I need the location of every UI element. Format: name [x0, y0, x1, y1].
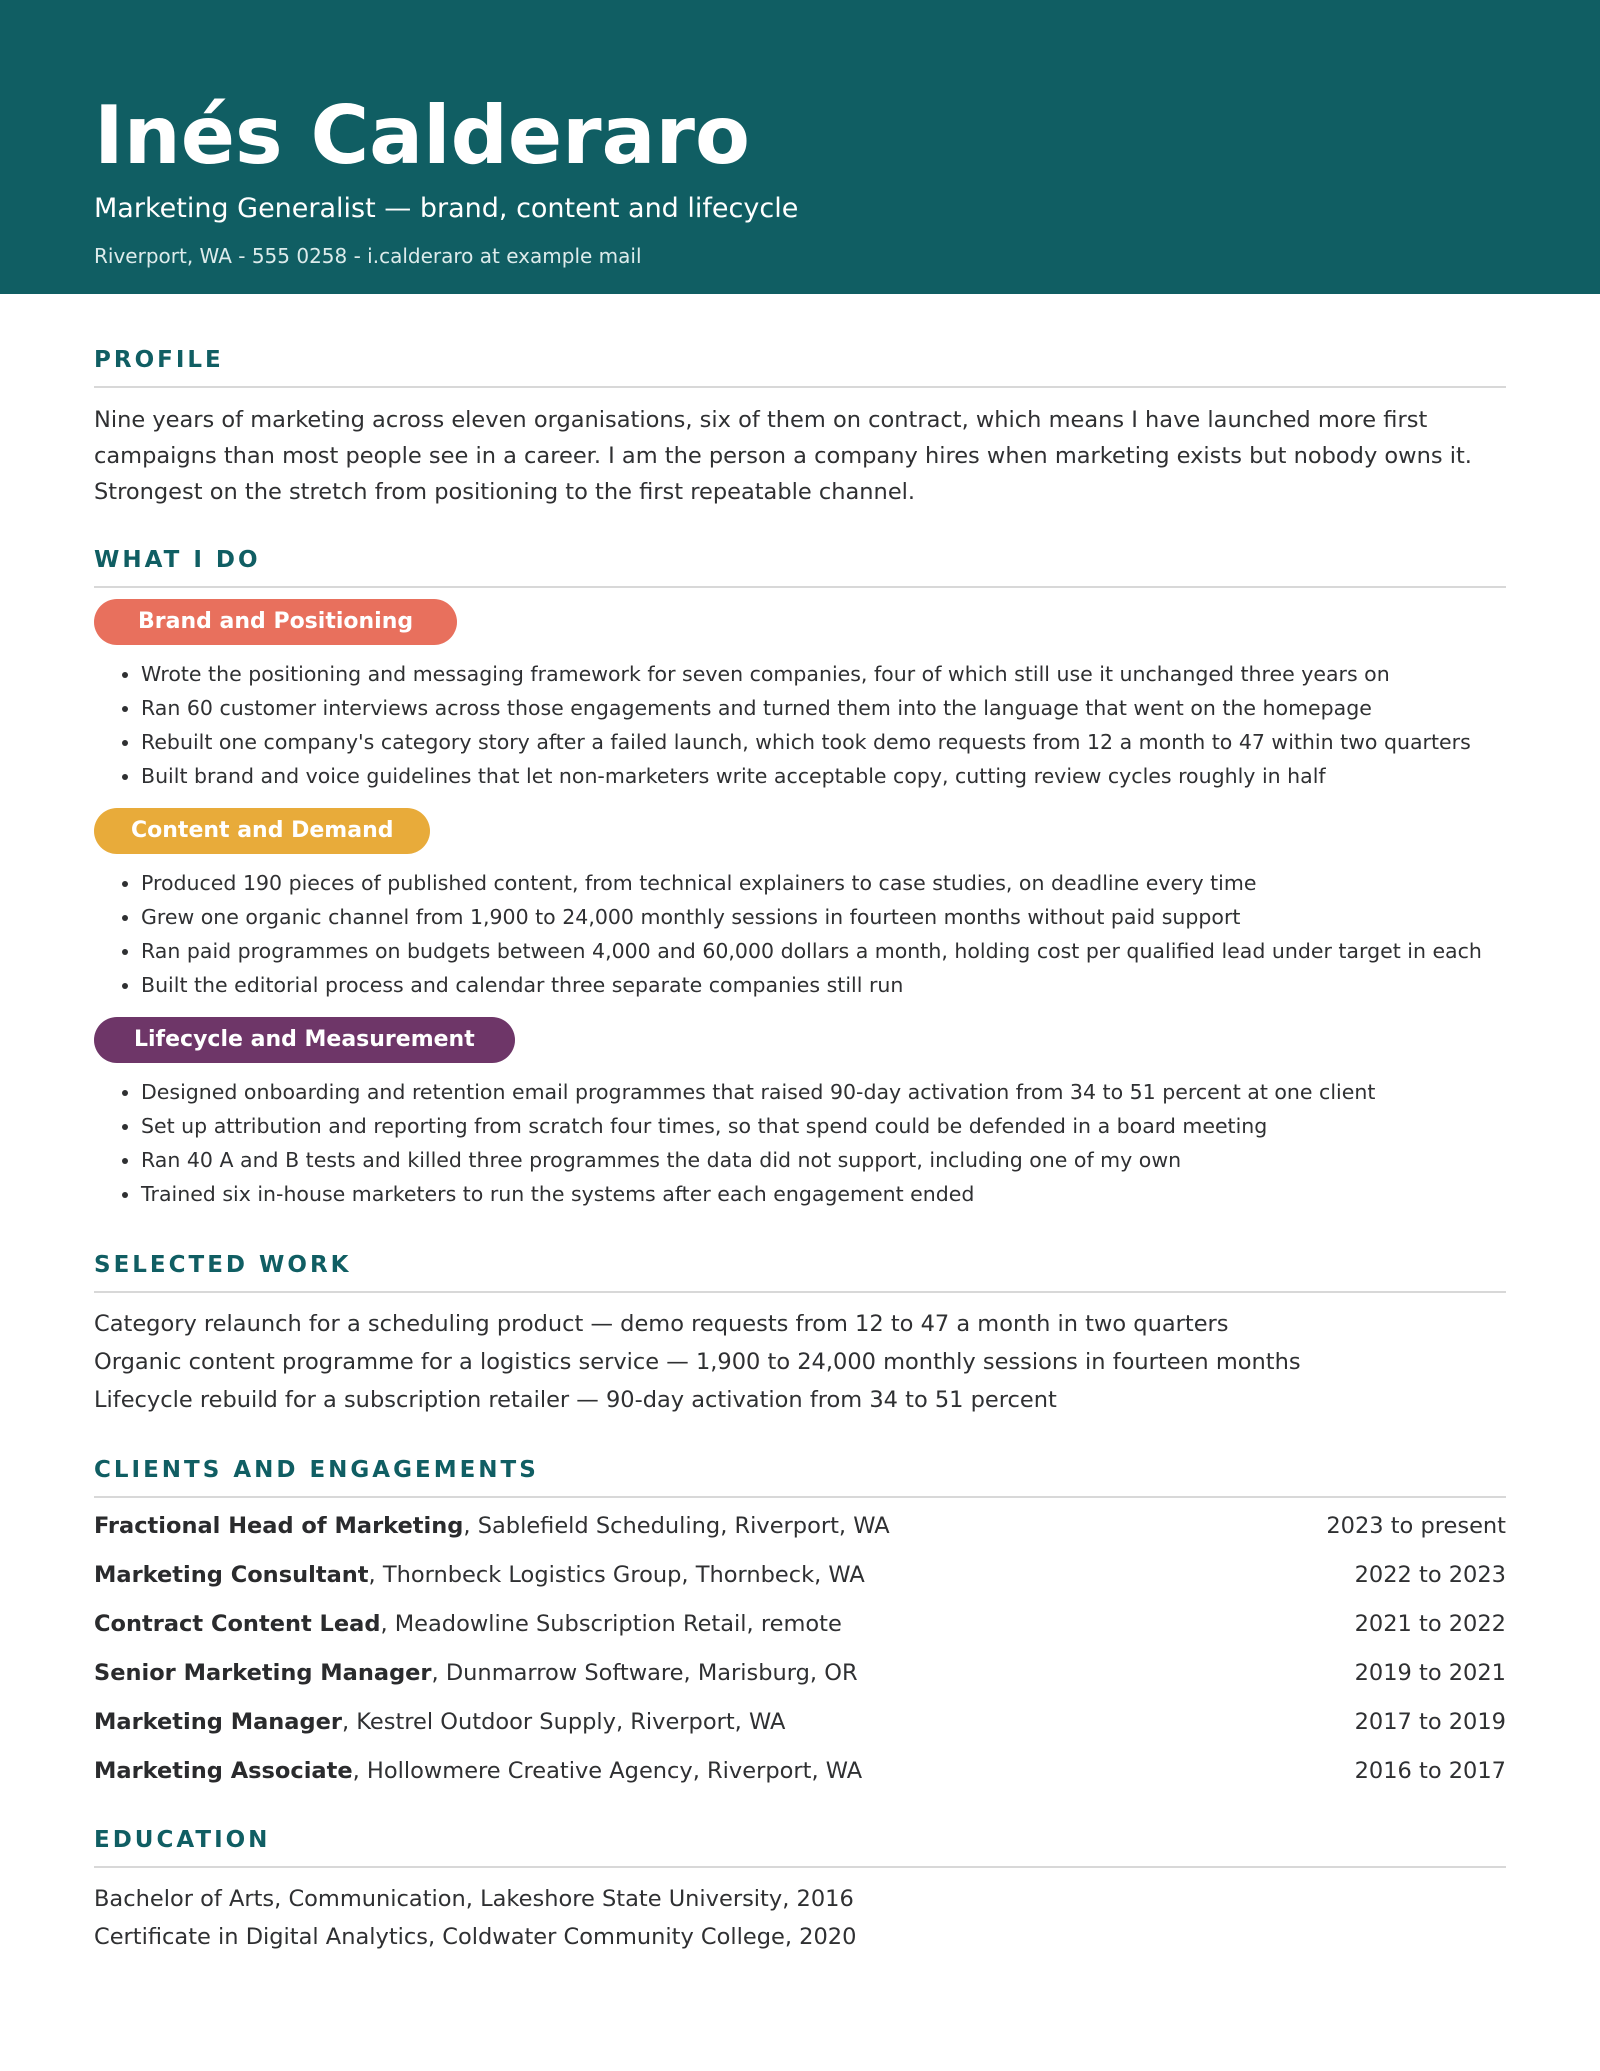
section-title-selected-work: SELECTED WORK: [94, 1252, 352, 1278]
client-role: Marketing Consultant: [94, 1562, 369, 1588]
client-role: Fractional Head of Marketing: [94, 1513, 464, 1539]
client-row: [94, 1502, 1506, 1551]
section-divider: [94, 386, 1506, 388]
list-item: Grew one organic channel from 1,900 to 24,000 monthly sessions in fourteen months without paid support: [94, 900, 1506, 934]
work-item: Lifecycle rebuild for a subscription retailer — 90-day activation from 34 to 51 percent: [94, 1387, 1057, 1413]
skill-group-brand: [94, 599, 1506, 793]
education-item: Bachelor of Arts, Communication, Lakeshore State University, 2016: [94, 1886, 854, 1912]
list-item: Wrote the positioning and messaging framework for seven companies, four of which still use it unchanged three years on: [94, 657, 1506, 691]
section-divider: [94, 1291, 1506, 1293]
section-divider: [94, 586, 1506, 588]
profile-section: [94, 344, 1506, 510]
client-row: [94, 1698, 1506, 1747]
client-dates: 2023 to present: [1326, 1513, 1506, 1539]
list-item: Ran 40 A and B tests and killed three programmes the data did not support, including one of my own: [94, 1143, 1506, 1177]
client-org: , Sablefield Scheduling, Riverport, WA: [463, 1513, 890, 1539]
section-title-clients: CLIENTS AND ENGAGEMENTS: [94, 1457, 539, 1483]
skill-pill-lifecycle: Lifecycle and Measurement: [94, 1017, 515, 1063]
list-item: Trained six in-house marketers to run the systems after each engagement ended: [94, 1177, 1506, 1211]
section-title-profile: PROFILE: [94, 347, 224, 373]
work-item: Category relaunch for a scheduling product — demo requests from 12 to 47 a month in two quarters: [94, 1311, 1229, 1337]
work-item: Organic content programme for a logistics service — 1,900 to 24,000 monthly sessions in fourteen months: [94, 1349, 1301, 1375]
list-item: Rebuilt one company's category story after a failed launch, which took demo requests from 12 a month to 47 within two quarters: [94, 725, 1506, 759]
client-dates: 2017 to 2019: [1354, 1709, 1506, 1735]
list-item: Set up attribution and reporting from scratch four times, so that spend could be defended in a board meeting: [94, 1109, 1506, 1143]
list-item: Ran 60 customer interviews across those engagements and turned them into the language that went on the homepage: [94, 691, 1506, 725]
profile-text: Nine years of marketing across eleven organisations, six of them on contract, which means I have launched more first campaigns than most people see in a career. I am the person a company hires when marketing exists but nobody owns it. Strongest on the stretch from positioning to the first repeatable channel.: [94, 407, 1472, 505]
clients-section: [94, 1454, 1506, 1796]
skill-pill-content: Content and Demand: [94, 808, 430, 854]
client-row: [94, 1551, 1506, 1600]
selected-work-section: [94, 1249, 1506, 1419]
client-role: Marketing Associate: [94, 1758, 353, 1784]
client-org: , Hollowmere Creative Agency, Riverport, WA: [352, 1758, 863, 1784]
bullet-list: [94, 866, 1506, 1002]
resume-header: [0, 0, 1600, 294]
section-divider: [94, 1496, 1506, 1498]
client-row: [94, 1600, 1506, 1649]
client-row: [94, 1649, 1506, 1698]
what-i-do-section: [94, 544, 1506, 1211]
list-item: Built the editorial process and calendar three separate companies still run: [94, 968, 1506, 1002]
education-item: Certificate in Digital Analytics, Coldwater Community College, 2020: [94, 1924, 857, 1950]
list-item: Designed onboarding and retention email programmes that raised 90-day activation from 34 to 51 percent at one client: [94, 1075, 1506, 1109]
client-role: Senior Marketing Manager: [94, 1660, 432, 1686]
candidate-name: Inés Calderaro: [94, 89, 750, 182]
list-item: Built brand and voice guidelines that let non-marketers write acceptable copy, cutting review cycles roughly in half: [94, 759, 1506, 793]
client-role: Contract Content Lead: [94, 1611, 381, 1637]
contact-line: Riverport, WA - 555 0258 - i.calderaro at example mail: [94, 244, 642, 268]
client-role: Marketing Manager: [94, 1709, 342, 1735]
client-dates: 2022 to 2023: [1354, 1562, 1506, 1588]
skill-group-lifecycle: [94, 1017, 1506, 1211]
list-item: Produced 190 pieces of published content, from technical explainers to case studies, on deadline every time: [94, 866, 1506, 900]
client-org: , Kestrel Outdoor Supply, Riverport, WA: [341, 1709, 786, 1735]
education-section: [94, 1824, 1506, 1956]
section-title-education: EDUCATION: [94, 1827, 271, 1853]
bullet-list: [94, 657, 1506, 793]
client-org: , Meadowline Subscription Retail, remote: [380, 1611, 842, 1637]
section-divider: [94, 1866, 1506, 1868]
resume-body: [94, 294, 1506, 1956]
skill-group-content: [94, 808, 1506, 1002]
bullet-list: [94, 1075, 1506, 1211]
client-org: , Dunmarrow Software, Marisburg, OR: [431, 1660, 858, 1686]
candidate-tagline: Marketing Generalist — brand, content and lifecycle: [94, 193, 799, 224]
client-dates: 2021 to 2022: [1354, 1611, 1506, 1637]
list-item: Ran paid programmes on budgets between 4,000 and 60,000 dollars a month, holding cost per qualified lead under target in each: [94, 934, 1506, 968]
client-org: , Thornbeck Logistics Group, Thornbeck, WA: [368, 1562, 865, 1588]
section-title-what-i-do: WHAT I DO: [94, 547, 261, 573]
client-dates: 2016 to 2017: [1354, 1758, 1506, 1784]
client-dates: 2019 to 2021: [1354, 1660, 1506, 1686]
client-row: [94, 1747, 1506, 1796]
skill-pill-brand: Brand and Positioning: [94, 599, 457, 645]
